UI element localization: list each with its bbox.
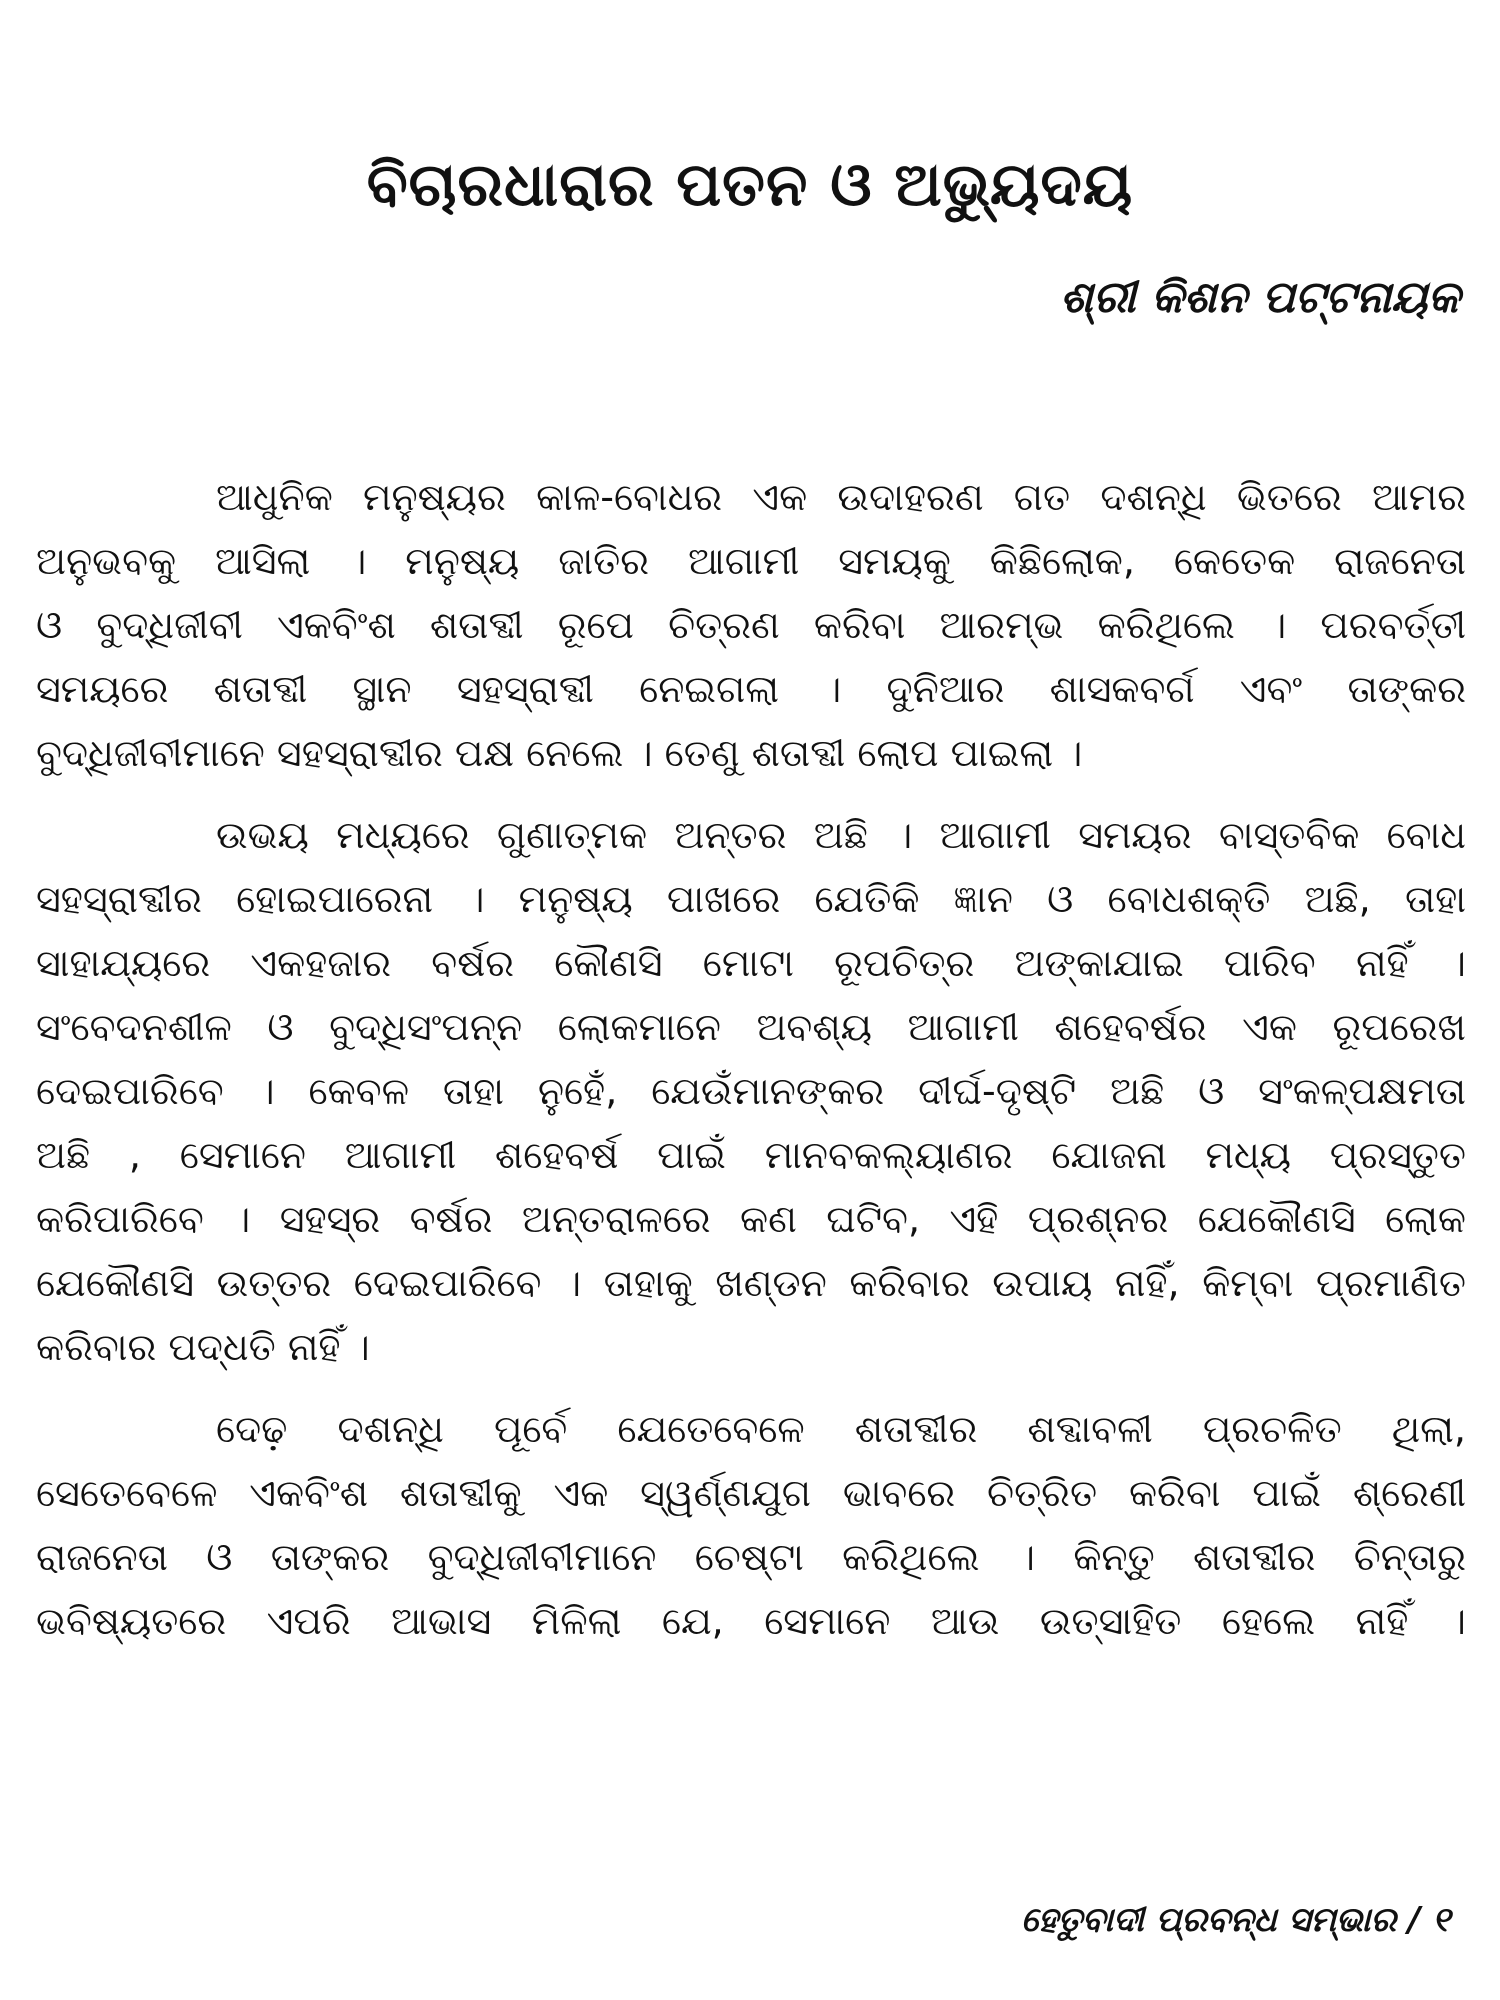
- paragraph-2-line-7: କରିପାରିବେ । ସହସ୍ର ବର୍ଷର ଅନ୍ତରାଳରେ କଣ ଘଟିବ, ଏହି ପ୍ରଶ୍ନର ଯେକୌଣସି ଲୋକ: [36, 1197, 1466, 1241]
- paragraph-2-line-8: ଯେକୌଣସି ଉତ୍ତର ଦେଇପାରିବେ । ତାହାକୁ ଖଣ୍ଡନ କରିବାର ଉପାୟ ନାହିଁ, କିମ୍ବା ପ୍ରମାଣିତ: [36, 1261, 1466, 1305]
- paragraph-2-line-4: ସଂବେଦନଶୀଳ ଓ ବୁଦ୍ଧିସଂପନ୍ନ ଲୋକମାନେ ଅବଶ୍ୟ ଆଗାମୀ ଶହେବର୍ଷର ଏକ ରୂପରେଖ: [36, 1005, 1466, 1049]
- paragraph-1-line-3: ଓ ବୁଦ୍ଧିଜୀବୀ ଏକବିଂଶ ଶତାବ୍ଦୀ ରୂପେ ଚିତ୍ରଣ କରିବା ଆରମ୍ଭ କରିଥିଲେ । ପରବର୍ତ୍ତୀ: [36, 603, 1466, 647]
- paragraph-1-line-5: ବୁଦ୍ଧିଜୀବୀମାନେ ସହସ୍ରାବ୍ଦୀର ପକ୍ଷ ନେଲେ । ତେଣୁ ଶତାବ୍ଦୀ ଲୋପ ପାଇଲା ।: [36, 731, 1083, 775]
- paragraph-2-line-9: କରିବାର ପଦ୍ଧତି ନାହିଁ ।: [36, 1325, 370, 1369]
- paragraph-gap: [36, 785, 1466, 803]
- paragraph-3-line-2: ସେତେବେଳେ ଏକବିଂଶ ଶତାବ୍ଦୀକୁ ଏକ ସ୍ୱର୍ଣ୍ଣଯୁଗ ଭାବରେ ଚିତ୍ରିତ କରିବା ପାଇଁ ଶ୍ରେଣୀ: [36, 1471, 1466, 1515]
- paragraph-3-line-4: ଭବିଷ୍ୟତରେ ଏପରି ଆଭାସ ମିଳିଲା ଯେ, ସେମାନେ ଆଉ ଉତ୍ସାହିତ ହେଲେ ନାହିଁ ।: [36, 1599, 1466, 1643]
- paragraph-3-line-1: ଦେଢ଼ ଦଶନ୍ଧି ପୂର୍ବେ ଯେତେବେଳେ ଶତାବ୍ଦୀର ଶବ୍ଦାବଳୀ ପ୍ରଚଳିତ ଥିଲା,: [216, 1407, 1466, 1451]
- paragraph-1-line-2: ଅନୁଭବକୁ ଆସିଲା । ମନୁଷ୍ୟ ଜାତିର ଆଗାମୀ ସମୟକୁ କିଛିଲୋକ, କେତେକ ରାଜନେତା: [36, 539, 1466, 583]
- paragraph-2-line-2: ସହସ୍ରାବ୍ଦୀର ହୋଇପାରେନା । ମନୁଷ୍ୟ ପାଖରେ ଯେତିକି ଜ୍ଞାନ ଓ ବୋଧଶକ୍ତି ଅଛି, ତାହା: [36, 877, 1466, 921]
- paragraph-3-line-3: ରାଜନେତା ଓ ତାଙ୍କର ବୁଦ୍ଧିଜୀବୀମାନେ ଚେଷ୍ଟା କରିଥିଲେ । କିନ୍ତୁ ଶତାବ୍ଦୀର ଚିନ୍ତାରୁ: [36, 1535, 1466, 1579]
- article-body: [36, 465, 1466, 1653]
- paragraph-2-line-3: ସାହାଯ୍ୟରେ ଏକହଜାର ବର୍ଷର କୌଣସି ମୋଟା ରୂପଚିତ୍ର ଅଙ୍କାଯାଇ ପାରିବ ନାହିଁ ।: [36, 941, 1466, 985]
- article-title: ବିଚାରଧାରାର ପତନ ଓ ଅଭ୍ୟୁଦୟ: [366, 150, 1134, 220]
- paragraph-1-line-4: ସମୟରେ ଶତାବ୍ଦୀ ସ୍ଥାନ ସହସ୍ରାବ୍ଦୀ ନେଇଗଲା । ଦୁନିଆର ଶାସକବର୍ଗ ଏବଂ ତାଙ୍କର: [36, 667, 1466, 711]
- paragraph-2-line-6: ଅଛି , ସେମାନେ ଆଗାମୀ ଶହେବର୍ଷ ପାଇଁ ମାନବକଲ୍ୟାଣର ଯୋଜନା ମଧ୍ୟ ପ୍ରସ୍ତୁତ: [36, 1133, 1466, 1177]
- page-footer: ହେତୁବାଦୀ ପ୍ରବନ୍ଧ ସମ୍ଭାର / ୧: [1020, 1900, 1450, 1940]
- paragraph-1-line-1: ଆଧୁନିକ ମନୁଷ୍ୟର କାଳ-ବୋଧର ଏକ ଉଦାହରଣ ଗତ ଦଶନ୍ଧି ଭିତରେ ଆମର: [216, 475, 1466, 519]
- paragraph-2-line-1: ଉଭୟ ମଧ୍ୟରେ ଗୁଣାତ୍ମକ ଅନ୍ତର ଅଛି । ଆଗାମୀ ସମୟର ବାସ୍ତବିକ ବୋଧ: [216, 813, 1466, 857]
- author-name: ଶ୍ରୀ କିଶନ ପଟ୍ଟନାୟକ: [1060, 272, 1460, 323]
- paragraph-gap: [36, 1379, 1466, 1397]
- paragraph-2-line-5: ଦେଇପାରିବେ । କେବଳ ତାହା ନୁହେଁ, ଯେଉଁମାନଙ୍କର ଦୀର୍ଘ-ଦୃଷ୍ଟି ଅଛି ଓ ସଂକଳ୍ପକ୍ଷମତା: [36, 1069, 1466, 1113]
